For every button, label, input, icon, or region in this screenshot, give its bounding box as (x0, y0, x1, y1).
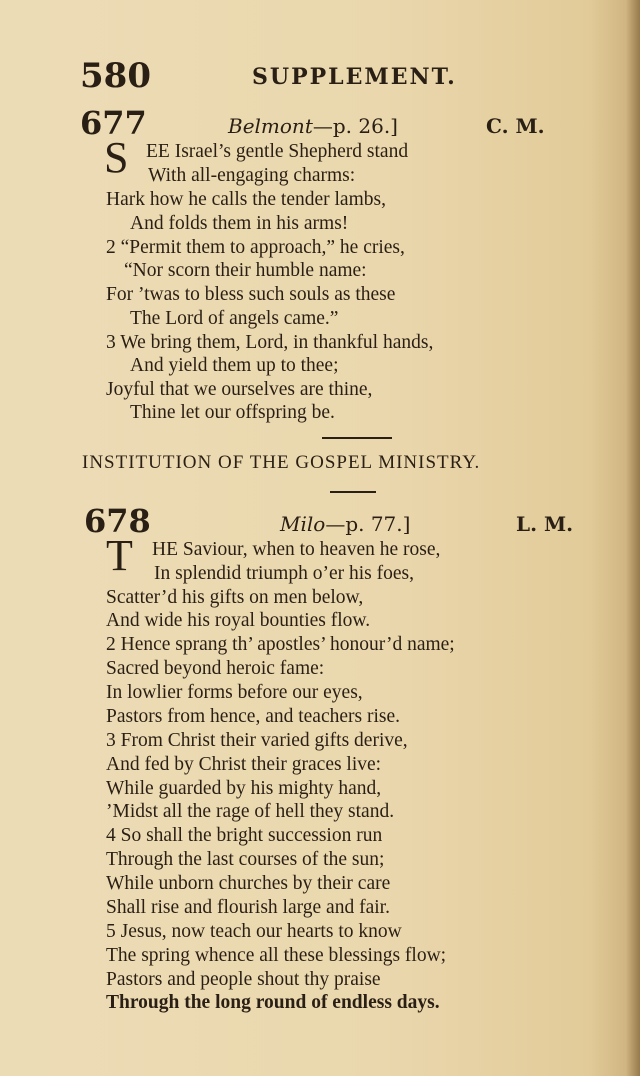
hymn-677-heading (80, 104, 580, 140)
tune-page-ref: —p. 77.] (325, 512, 411, 536)
hymn-678-heading (80, 502, 580, 538)
hymn-number: 678 (84, 502, 151, 540)
verse-line: Sacred beyond heroic fame: (106, 658, 325, 679)
tune-page-ref: —p. 26.] (312, 114, 398, 138)
page-edge-shadow (626, 0, 640, 1076)
verse-line: “Nor scorn their humble name: (124, 260, 367, 281)
tune-name (228, 114, 398, 138)
verse-line: Through the last courses of the sun; (106, 849, 385, 870)
verse-line: 5 Jesus, now teach our hearts to know (106, 921, 402, 942)
meter: L. M. (516, 512, 574, 536)
drop-cap: S (104, 133, 129, 182)
verse-line: And folds them in his arms! (130, 213, 349, 234)
verse-line: Shall rise and flourish large and fair. (106, 897, 390, 918)
verse-line: The Lord of angels came.” (130, 308, 339, 329)
verse-line: Through the long round of endless days. (106, 992, 440, 1013)
drop-cap: T (106, 531, 133, 580)
verse-line: EE Israel’s gentle Shepherd stand (146, 141, 409, 162)
verse-line: Pastors and people shout thy praise (106, 969, 381, 990)
verse-line: ’Midst all the rage of hell they stand. (106, 801, 395, 822)
page-number: 580 (80, 56, 151, 96)
verse-line: Joyful that we ourselves are thine, (106, 379, 373, 400)
verse-line: And yield them up to thee; (130, 355, 339, 376)
verse-line: 2 Hence sprang th’ apostles’ honour’d name; (106, 634, 455, 655)
verse-line: In splendid triumph o’er his foes, (154, 563, 414, 584)
verse-line: Scatter’d his gifts on men below, (106, 587, 364, 608)
tune-name (280, 512, 410, 536)
verse-line: In lowlier forms before our eyes, (106, 682, 363, 703)
verse-line: 3 From Christ their varied gifts derive, (106, 730, 408, 751)
verse-line: Hark how he calls the tender lambs, (106, 189, 386, 210)
tune-title: Milo (280, 512, 326, 536)
hymn-number: 677 (80, 104, 147, 142)
verse-line: And fed by Christ their graces live: (106, 754, 382, 775)
verse-line: 4 So shall the bright succession run (106, 825, 383, 846)
running-title: SUPPLEMENT. (252, 64, 457, 90)
page-header (80, 56, 600, 96)
divider-rule (322, 437, 392, 439)
divider-rule (330, 491, 376, 493)
verse-line: Thine let our offspring be. (130, 402, 335, 423)
meter: C. M. (486, 114, 545, 138)
verse-line: While guarded by his mighty hand, (106, 778, 382, 799)
verse-line: 2 “Permit them to approach,” he cries, (106, 237, 405, 258)
tune-title: Belmont (228, 114, 313, 138)
verse-line: Pastors from hence, and teachers rise. (106, 706, 401, 727)
section-heading: INSTITUTION OF THE GOSPEL MINISTRY. (82, 452, 481, 473)
verse-line: HE Saviour, when to heaven he rose, (152, 539, 441, 560)
verse-line: With all-engaging charms: (148, 165, 356, 186)
verse-line: For ’twas to bless such souls as these (106, 284, 396, 305)
verse-line: And wide his royal bounties flow. (106, 610, 371, 631)
verse-line: 3 We bring them, Lord, in thankful hands, (106, 332, 434, 353)
verse-line: While unborn churches by their care (106, 873, 391, 894)
verse-line: The spring whence all these blessings flow; (106, 945, 447, 966)
